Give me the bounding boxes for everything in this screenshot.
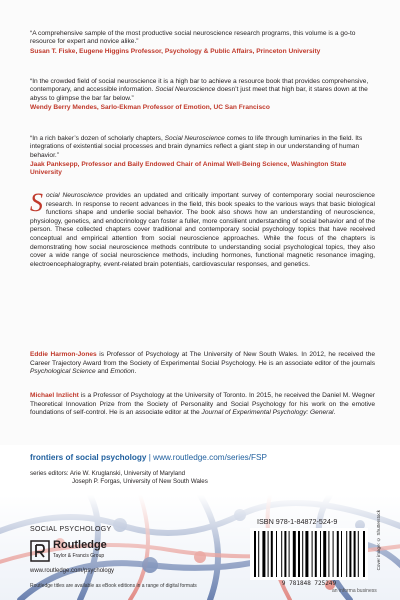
quote-attribution: Jaak Panksepp, Professor and Baily Endowed Chair of Animal Well-Being Science, Washington State University	[30, 160, 347, 177]
barcode-bar	[254, 531, 256, 577]
barcode-bar	[258, 531, 259, 577]
barcode-number: 9 781848 725249	[281, 580, 337, 587]
barcode-bar	[276, 531, 277, 577]
bio-text-part: and	[95, 368, 111, 376]
isbn-label: ISBN 978-1-84872-524-9	[257, 517, 338, 526]
quote-2	[30, 78, 375, 112]
bio-text	[30, 392, 375, 418]
barcode-bar	[358, 531, 359, 577]
barcode-bar	[349, 531, 351, 577]
barcode-bar	[284, 531, 286, 577]
publisher-name: Routledge	[53, 539, 107, 551]
book-description	[30, 188, 375, 269]
bio-text	[30, 351, 375, 377]
barcode-bar	[268, 531, 269, 577]
book-title-italic: ocial Neuroscience	[46, 192, 103, 199]
barcode-bar	[271, 531, 273, 577]
informa-tagline: an informa business	[332, 588, 377, 594]
barcode-bar	[363, 531, 365, 577]
bio-text-part: .	[134, 368, 137, 376]
editor-name: Eddie Harmon-Jones	[30, 351, 97, 358]
publisher-group: Taylor & Francis Group	[53, 553, 105, 559]
bio-text-part: is Professor of Psychology at The University of New South Wales. In 2012, he received the Career Trajectory Award from the Society of Experimental Social Psychology. He is an associate editor of the journals	[30, 351, 376, 367]
quote-text-part: comes to life through luminaries in the field. Its integrations of existential social processes and brain dynamics reflect a giant step in our understanding of human behavior.”	[30, 135, 363, 159]
series-editors-label: series editors:	[30, 470, 70, 477]
barcode-bar	[323, 531, 326, 577]
editor-bio-1	[30, 351, 375, 377]
barcode-bar	[328, 531, 329, 577]
cover-image-credit: Cover image: © Shutterstock	[376, 510, 381, 571]
barcode-bar	[298, 531, 300, 577]
series-line	[30, 453, 267, 462]
quote-attribution: Wendy Berry Mendes, Sarlo-Ekman Professor of Emotion, UC San Francisco	[30, 103, 270, 111]
barcode	[250, 528, 368, 580]
barcode-bar	[293, 531, 296, 577]
quote-text	[30, 78, 375, 103]
barcode-bar	[312, 531, 313, 577]
series-editor: Joseph P. Forgas, University of New South Wales	[72, 478, 208, 485]
quote-attribution: Susan T. Fiske, Eugene Higgins Professor, Psychology & Public Affairs, Princeton University	[30, 47, 321, 55]
dropcap-letter: S	[30, 188, 43, 217]
barcode-bar	[262, 531, 265, 577]
quote-text-part: doesn’t just meet that high bar, it stares down at the abyss to glimpse the bar far below.”	[30, 86, 368, 102]
journal-title-italic: Psychological Science	[30, 368, 96, 376]
ebook-note: Routledge titles are available as eBook editions in a range of digital formats	[30, 583, 197, 589]
quote-text: “A comprehensive sample of the most productive social neuroscience research programs, this volume is a go-to resource for expert and novice alike.”	[30, 30, 356, 46]
barcode-bar	[305, 531, 308, 577]
quote-text	[30, 135, 375, 160]
subject-category: SOCIAL PSYCHOLOGY	[30, 526, 112, 533]
description-body: provides an updated and critically important survey of contemporary social neuroscience research. In response to recent advances in the field, this book speaks to the various ways that basic biological functions shape and underlie social behavior. The book also shows how an understanding of neuroscience, physiology, genetics, and endocrinology can foster a fuller, more consilient understanding of social behavior and of the person. These collected chapters cover traditional and contemporary social psychology topics that have received conceptual and empirical attention from social neuroscience approaches. While the focus of the chapters is demonstrating how social neuroscience methods contribute to understanding social psychological topics, they also cover a wide range of social neuroscience methods, including hormones, functional magnetic resonance imaging, electroencephalography, event-related brain potentials, cardiovascular responses, and genetics.	[30, 192, 375, 268]
editor-name: Michael Inzlicht	[30, 392, 79, 399]
quote-3	[30, 135, 375, 177]
barcode-bar	[289, 531, 290, 577]
barcode-bar	[333, 531, 334, 577]
editor-bio-2	[30, 392, 375, 418]
description-text	[30, 188, 375, 269]
barcode-bar	[346, 531, 347, 577]
series-editor: Arie W. Kruglanski, University of Maryland	[69, 470, 186, 477]
quote-text-part: “In the crowded field of social neuroscience it is a high bar to achieve a resource book that provides comprehensive, contemporary, and accessible information.	[30, 78, 369, 94]
publisher-url[interactable]: www.routledge.com/psychology	[30, 568, 115, 574]
series-editors	[30, 470, 208, 486]
journal-title-italic: Emotion	[110, 368, 135, 376]
series-separator: |	[146, 453, 154, 462]
book-title-italic: Social Neuroscience	[155, 86, 216, 94]
barcode-bar	[281, 531, 282, 577]
barcode-bar	[337, 531, 339, 577]
journal-title-italic: Journal of Experimental Psychology: General	[201, 409, 334, 417]
barcode-bar	[320, 531, 321, 577]
bio-text-part: is a Professor of Psychology at the University of Toronto. In 2015, he received the Daniel M. Wegner Theoretical Innovation Prize from the Society of Personality and Social Psychology for his work on the emotive foundations of self-control. He is an associate editor at the	[30, 392, 376, 417]
routledge-logo-icon	[30, 540, 50, 562]
barcode-bar	[315, 531, 317, 577]
quote-1	[30, 30, 375, 56]
barcode-bar	[302, 531, 303, 577]
book-title-italic: Social Neuroscience	[164, 135, 225, 142]
bio-text-part: .	[333, 409, 336, 417]
quote-text-part: “In a rich baker’s dozen of scholarly chapters,	[30, 135, 165, 142]
series-title: frontiers of social psychology	[30, 453, 147, 462]
barcode-bar	[341, 531, 342, 577]
barcode-bar	[354, 531, 356, 577]
series-url[interactable]: www.routledge.com/series/FSP	[153, 453, 267, 462]
